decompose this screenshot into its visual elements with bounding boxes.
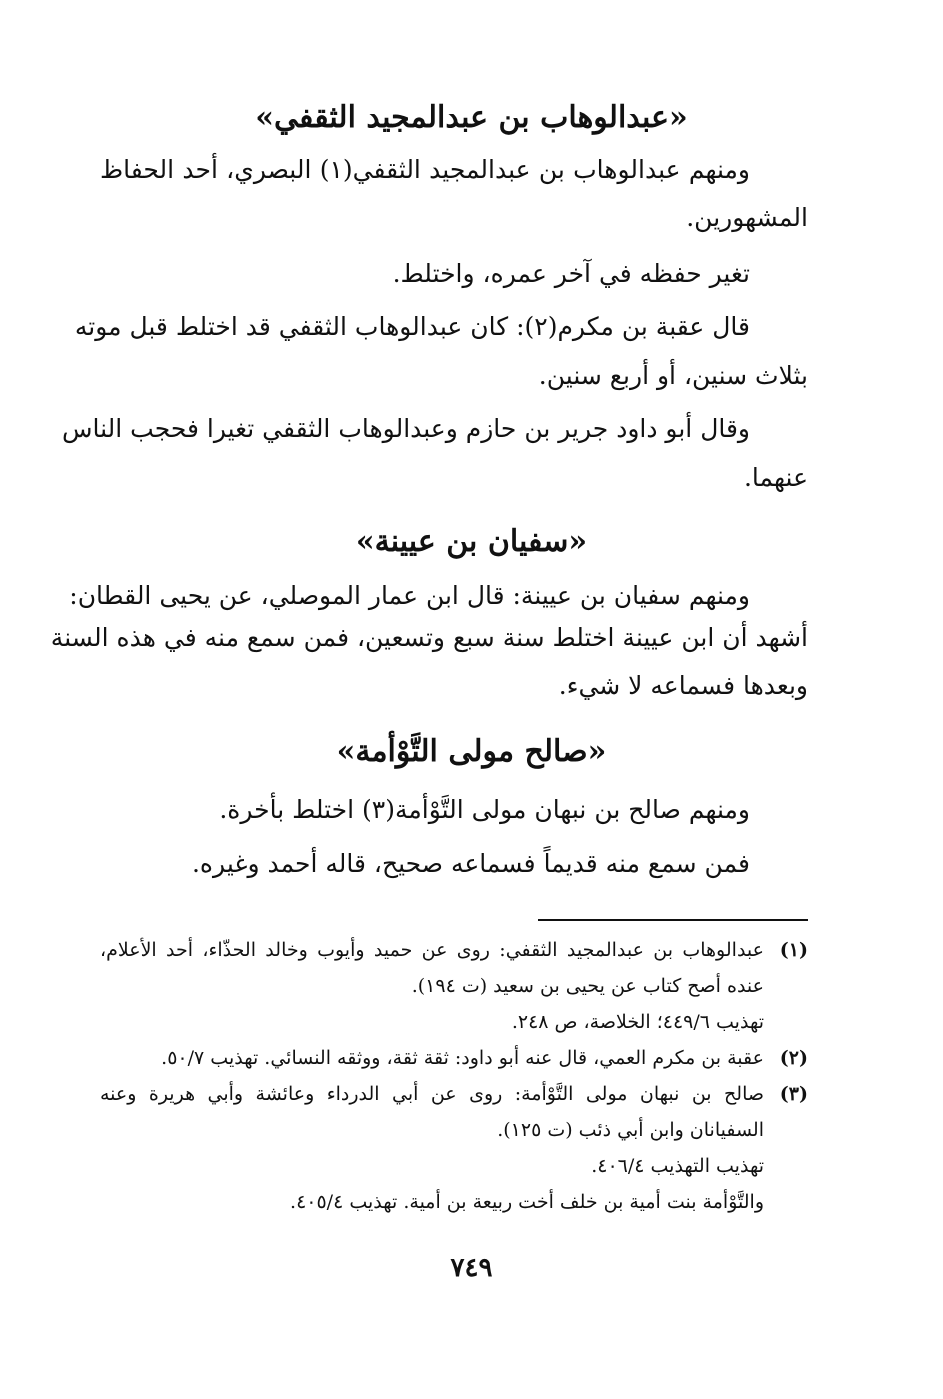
- body-line: بثلاث سنين، أو أربع سنين.: [538, 361, 808, 390]
- body-line: وبعدها فسماعه لا شيء.: [558, 671, 808, 700]
- footnote-text: السفيانان وابن أبي ذئب (ت ١٢٥).: [497, 1119, 764, 1141]
- footnote-number: (١): [779, 939, 808, 961]
- body-line: وقال أبو داود جرير بن حازم وعبدالوهاب الثقفي تغيرا فحجب الناس: [61, 414, 750, 443]
- footnote-text: عنده أصح كتاب عن يحيى بن سعيد (ت ١٩٤).: [411, 975, 764, 997]
- body-line: المشهورين.: [686, 203, 808, 232]
- footnote-text: تهذيب التهذيب ٤٠٦/٤.: [591, 1155, 764, 1177]
- section-heading-salih: «صالح مولى التَّوْأمة»: [336, 734, 607, 769]
- body-line: قال عقبة بن مكرم(٢): كان عبدالوهاب الثقفي قد اختلط قبل موته: [74, 312, 750, 341]
- footnote-text: عبدالوهاب بن عبدالمجيد الثقفي: روى عن حميد وأيوب وخالد الحذّاء، أحد الأعلام،: [100, 939, 764, 961]
- footnote-text: صالح بن نبهان مولى التَّوْأمة: روى عن أبي الدرداء وعائشة وأبي هريرة وعنه: [100, 1083, 764, 1105]
- section-heading-abdulwahhab: «عبدالوهاب بن عبدالمجيد الثقفي»: [255, 100, 688, 135]
- page-number: ٧٤٩: [450, 1253, 493, 1283]
- body-line: تغير حفظه في آخر عمره، واختلط.: [392, 259, 750, 288]
- section-heading-sufyan: «سفيان بن عيينة»: [355, 524, 588, 559]
- body-line: أشهد أن ابن عيينة اختلط سنة سبع وتسعين، فمن سمع منه في هذه السنة: [50, 623, 808, 652]
- footnote-text: والتَّوْأمة بنت أمية بن خلف أخت ربيعة بن أمية. تهذيب ٤٠٥/٤.: [290, 1191, 764, 1213]
- footnote-number: (٢): [779, 1047, 808, 1069]
- footnote-text: تهذيب ٤٤٩/٦؛ الخلاصة، ص ٢٤٨.: [511, 1011, 764, 1033]
- body-line: ومنهم صالح بن نبهان مولى التَّوْأمة(٣) اختلط بأخرة.: [219, 795, 750, 824]
- footnote-separator: [538, 919, 808, 921]
- footnote-number: (٣): [779, 1083, 808, 1105]
- body-line: ومنهم سفيان بن عيينة: قال ابن عمار الموصلي، عن يحيى القطان:: [69, 581, 750, 610]
- body-line: ومنهم عبدالوهاب بن عبدالمجيد الثقفي(١) البصري، أحد الحفاظ: [100, 155, 750, 184]
- body-line: فمن سمع منه قديماً فسماعه صحيح، قاله أحمد وغيره.: [191, 849, 750, 878]
- body-line: عنهما.: [743, 463, 808, 492]
- footnote-text: عقبة بن مكرم العمي، قال عنه أبو داود: ثقة ثقة، ووثقه النسائي. تهذيب ٥٠/٧.: [161, 1047, 764, 1069]
